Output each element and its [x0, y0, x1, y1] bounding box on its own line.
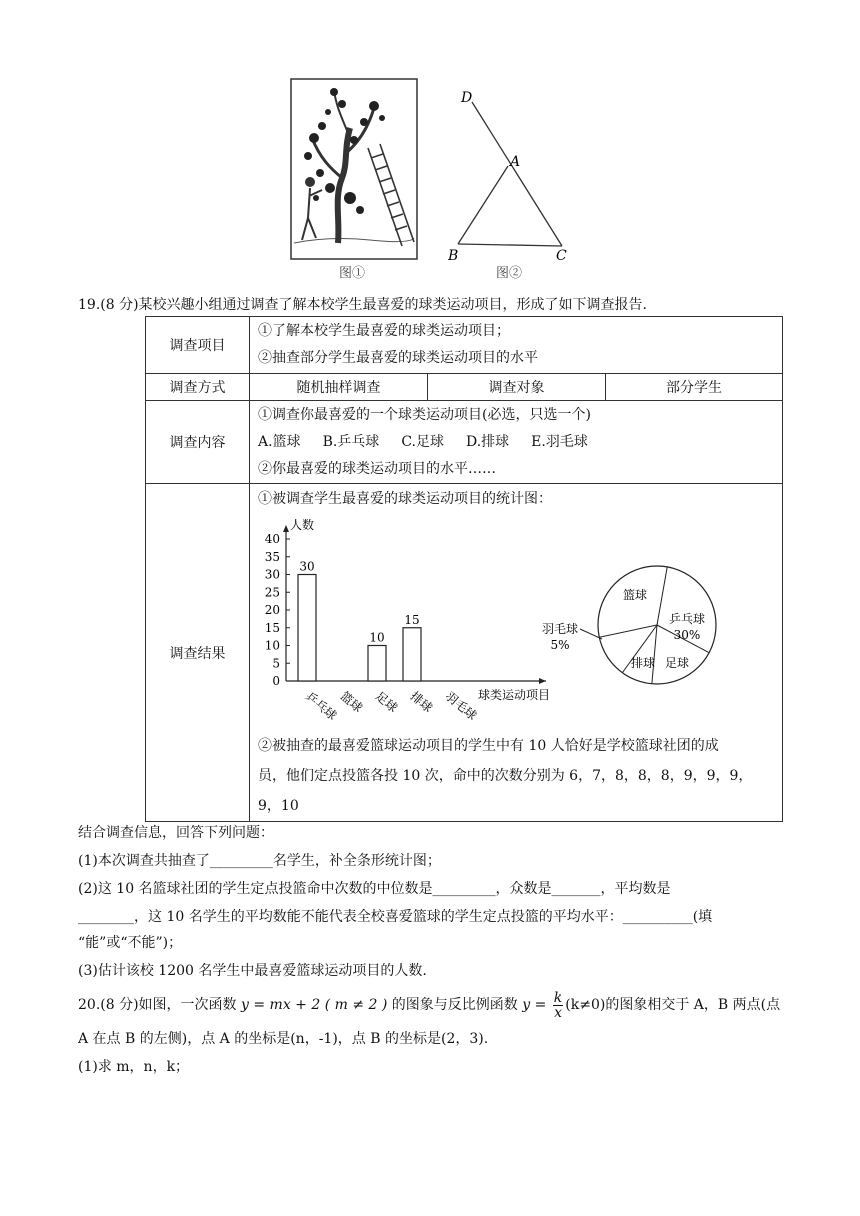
y-tick-label: 20	[264, 603, 280, 617]
pie-label-badminton: 羽毛球	[541, 622, 579, 636]
row2-cell-method: 随机抽样调查	[250, 374, 428, 401]
row4-head: 调查结果	[146, 484, 250, 822]
pie-label-football: 足球	[664, 656, 690, 670]
table-row	[146, 484, 783, 822]
row3-line-1: ①调查你最喜爱的一个球类运动项目(必选，只选一个)	[258, 406, 591, 423]
x-tick-label: 羽毛球	[442, 689, 480, 723]
bar-chart	[265, 517, 550, 723]
q19-part-1: (1)本次调查共抽查了_________名学生，补全条形统计图；	[78, 853, 441, 869]
x-tick-label: 足球	[372, 689, 401, 716]
point-label-d: D	[461, 90, 473, 106]
y-tick-label: 30	[264, 567, 280, 582]
result-charts	[250, 513, 783, 731]
triangle-diagram	[448, 84, 578, 264]
q20-mid-text: 的图象与反比例函数	[391, 997, 518, 1013]
linear-function-equation: y = mx + 2 ( m ≠ 2 )	[241, 997, 388, 1013]
q20-line-3: (1)求 m，n，k；	[78, 1059, 190, 1075]
pie-percent-badminton: 5%	[550, 638, 570, 652]
row1-content	[250, 317, 783, 374]
table-row	[146, 401, 783, 484]
figure-2-label: 图②	[496, 266, 523, 281]
bar-data-label: 30	[299, 559, 315, 574]
row3-content	[250, 401, 783, 484]
row3-choices	[250, 429, 782, 456]
pie-label-volleyball: 排球	[630, 656, 656, 670]
y-tick-label: 15	[264, 620, 280, 635]
choice-a: A.篮球	[258, 433, 301, 450]
q19-part-2-line-2: ________，这 10 名学生的平均数能不能代表全校喜爱篮球的学生定点投篮的平均水平：__________(填	[78, 909, 713, 925]
row4-para-line-3: 9，10	[258, 798, 299, 814]
row2-cell-object: 部分学生	[606, 374, 783, 401]
pie-label-pingpong: 乒乓球	[668, 612, 706, 626]
fraction-numerator: k	[553, 989, 563, 1006]
q20-line-1	[78, 990, 780, 1020]
pie-chart	[542, 566, 716, 684]
y-tick-label: 25	[264, 585, 280, 600]
pie-percent-pingpong: 30%	[673, 628, 701, 642]
point-label-b: B	[448, 248, 459, 264]
x-tick-label: 篮球	[337, 689, 366, 716]
q20-post-text: (k≠0)的图象相交于 A，B 两点(点	[565, 997, 781, 1013]
row3-head: 调查内容	[146, 401, 250, 484]
segment-ab	[458, 166, 508, 244]
inverse-function-lhs: y =	[522, 997, 547, 1013]
choice-d: D.排球	[465, 433, 510, 450]
q20-line-2: A 在点 B 的左侧)，点 A 的坐标是(n，-1)，点 B 的坐标是(2，3).	[78, 1031, 489, 1047]
row4-line-1: ①被调查学生最喜爱的球类运动项目的统计图：	[258, 491, 552, 507]
q19-part-2-line-3: “能”或“不能”)；	[78, 935, 183, 951]
x-tick-label: 乒乓球	[302, 689, 340, 723]
choice-e: E.羽毛球	[531, 433, 588, 450]
x-axis-label: 球类运动项目	[478, 688, 551, 702]
figure-1	[290, 78, 418, 260]
x-axis-arrow	[539, 678, 546, 684]
pie-label-basketball: 篮球	[622, 588, 648, 602]
x-tick-label: 排球	[407, 689, 436, 716]
tree-ladder-illustration	[290, 78, 418, 260]
row1-head: 调查项目	[146, 317, 250, 374]
choice-c: C.足球	[401, 433, 444, 450]
choice-b: B.乒乓球	[322, 433, 380, 450]
q20-intro: 20.(8 分)如图，一次函数	[78, 997, 237, 1013]
table-row	[146, 317, 783, 374]
y-tick-label: 35	[264, 549, 280, 564]
point-label-c: C	[556, 248, 567, 264]
fraction-denominator: x	[554, 1004, 562, 1021]
row4-content	[250, 484, 783, 822]
segment-bc	[458, 244, 562, 246]
row1-line-1: ①了解本校学生最喜爱的球类运动项目；	[258, 323, 510, 339]
bar-data-label: 10	[369, 630, 385, 645]
bar	[403, 628, 421, 681]
figure-1-label: 图①	[339, 266, 366, 281]
y-tick-label: 40	[264, 532, 280, 546]
segment-dc	[472, 102, 562, 246]
table-row	[146, 374, 783, 401]
y-axis-arrow	[283, 525, 289, 532]
y-axis-label: 人数	[290, 518, 315, 532]
bar-data-label: 15	[404, 612, 420, 627]
point-label-a: A	[510, 154, 521, 170]
figure-2	[448, 84, 578, 264]
after-table-text: 结合调查信息，回答下列问题：	[78, 825, 274, 841]
row4-para-line-2: 员，他们定点投篮各投 10 次，命中的次数分别为 6，7，8，8，8，9，9，9，	[258, 768, 753, 784]
row4-para-line-1: ②被抽查的最喜爱篮球运动项目的学生中有 10 人恰好是学校篮球社团的成	[258, 738, 719, 754]
row3-line-3: ②你最喜爱的球类运动项目的水平……	[258, 460, 496, 477]
y-tick-label: 5	[272, 656, 280, 671]
y-tick-label: 0	[272, 674, 280, 688]
row1-line-2: ②抽查部分学生最喜爱的球类运动项目的水平	[258, 350, 538, 366]
row2-head: 调查方式	[146, 374, 250, 401]
fraction-k-over-x	[553, 991, 563, 1020]
y-tick-label: 10	[264, 638, 280, 653]
row2-cell-object-label: 调查对象	[428, 374, 606, 401]
q19-part-2-line-1: (2)这 10 名篮球社团的学生定点投篮命中次数的中位数是_________，众数是_______，平均数是	[78, 881, 671, 897]
bar	[368, 646, 386, 682]
q19-part-3: (3)估计该校 1200 名学生中最喜爱篮球运动项目的人数.	[78, 963, 427, 979]
survey-report-table	[145, 316, 783, 822]
q19-title: 19.(8 分)某校兴趣小组通过调查了解本校学生最喜爱的球类运动项目，形成了如下调查报告.	[78, 297, 647, 313]
bar	[298, 575, 316, 682]
